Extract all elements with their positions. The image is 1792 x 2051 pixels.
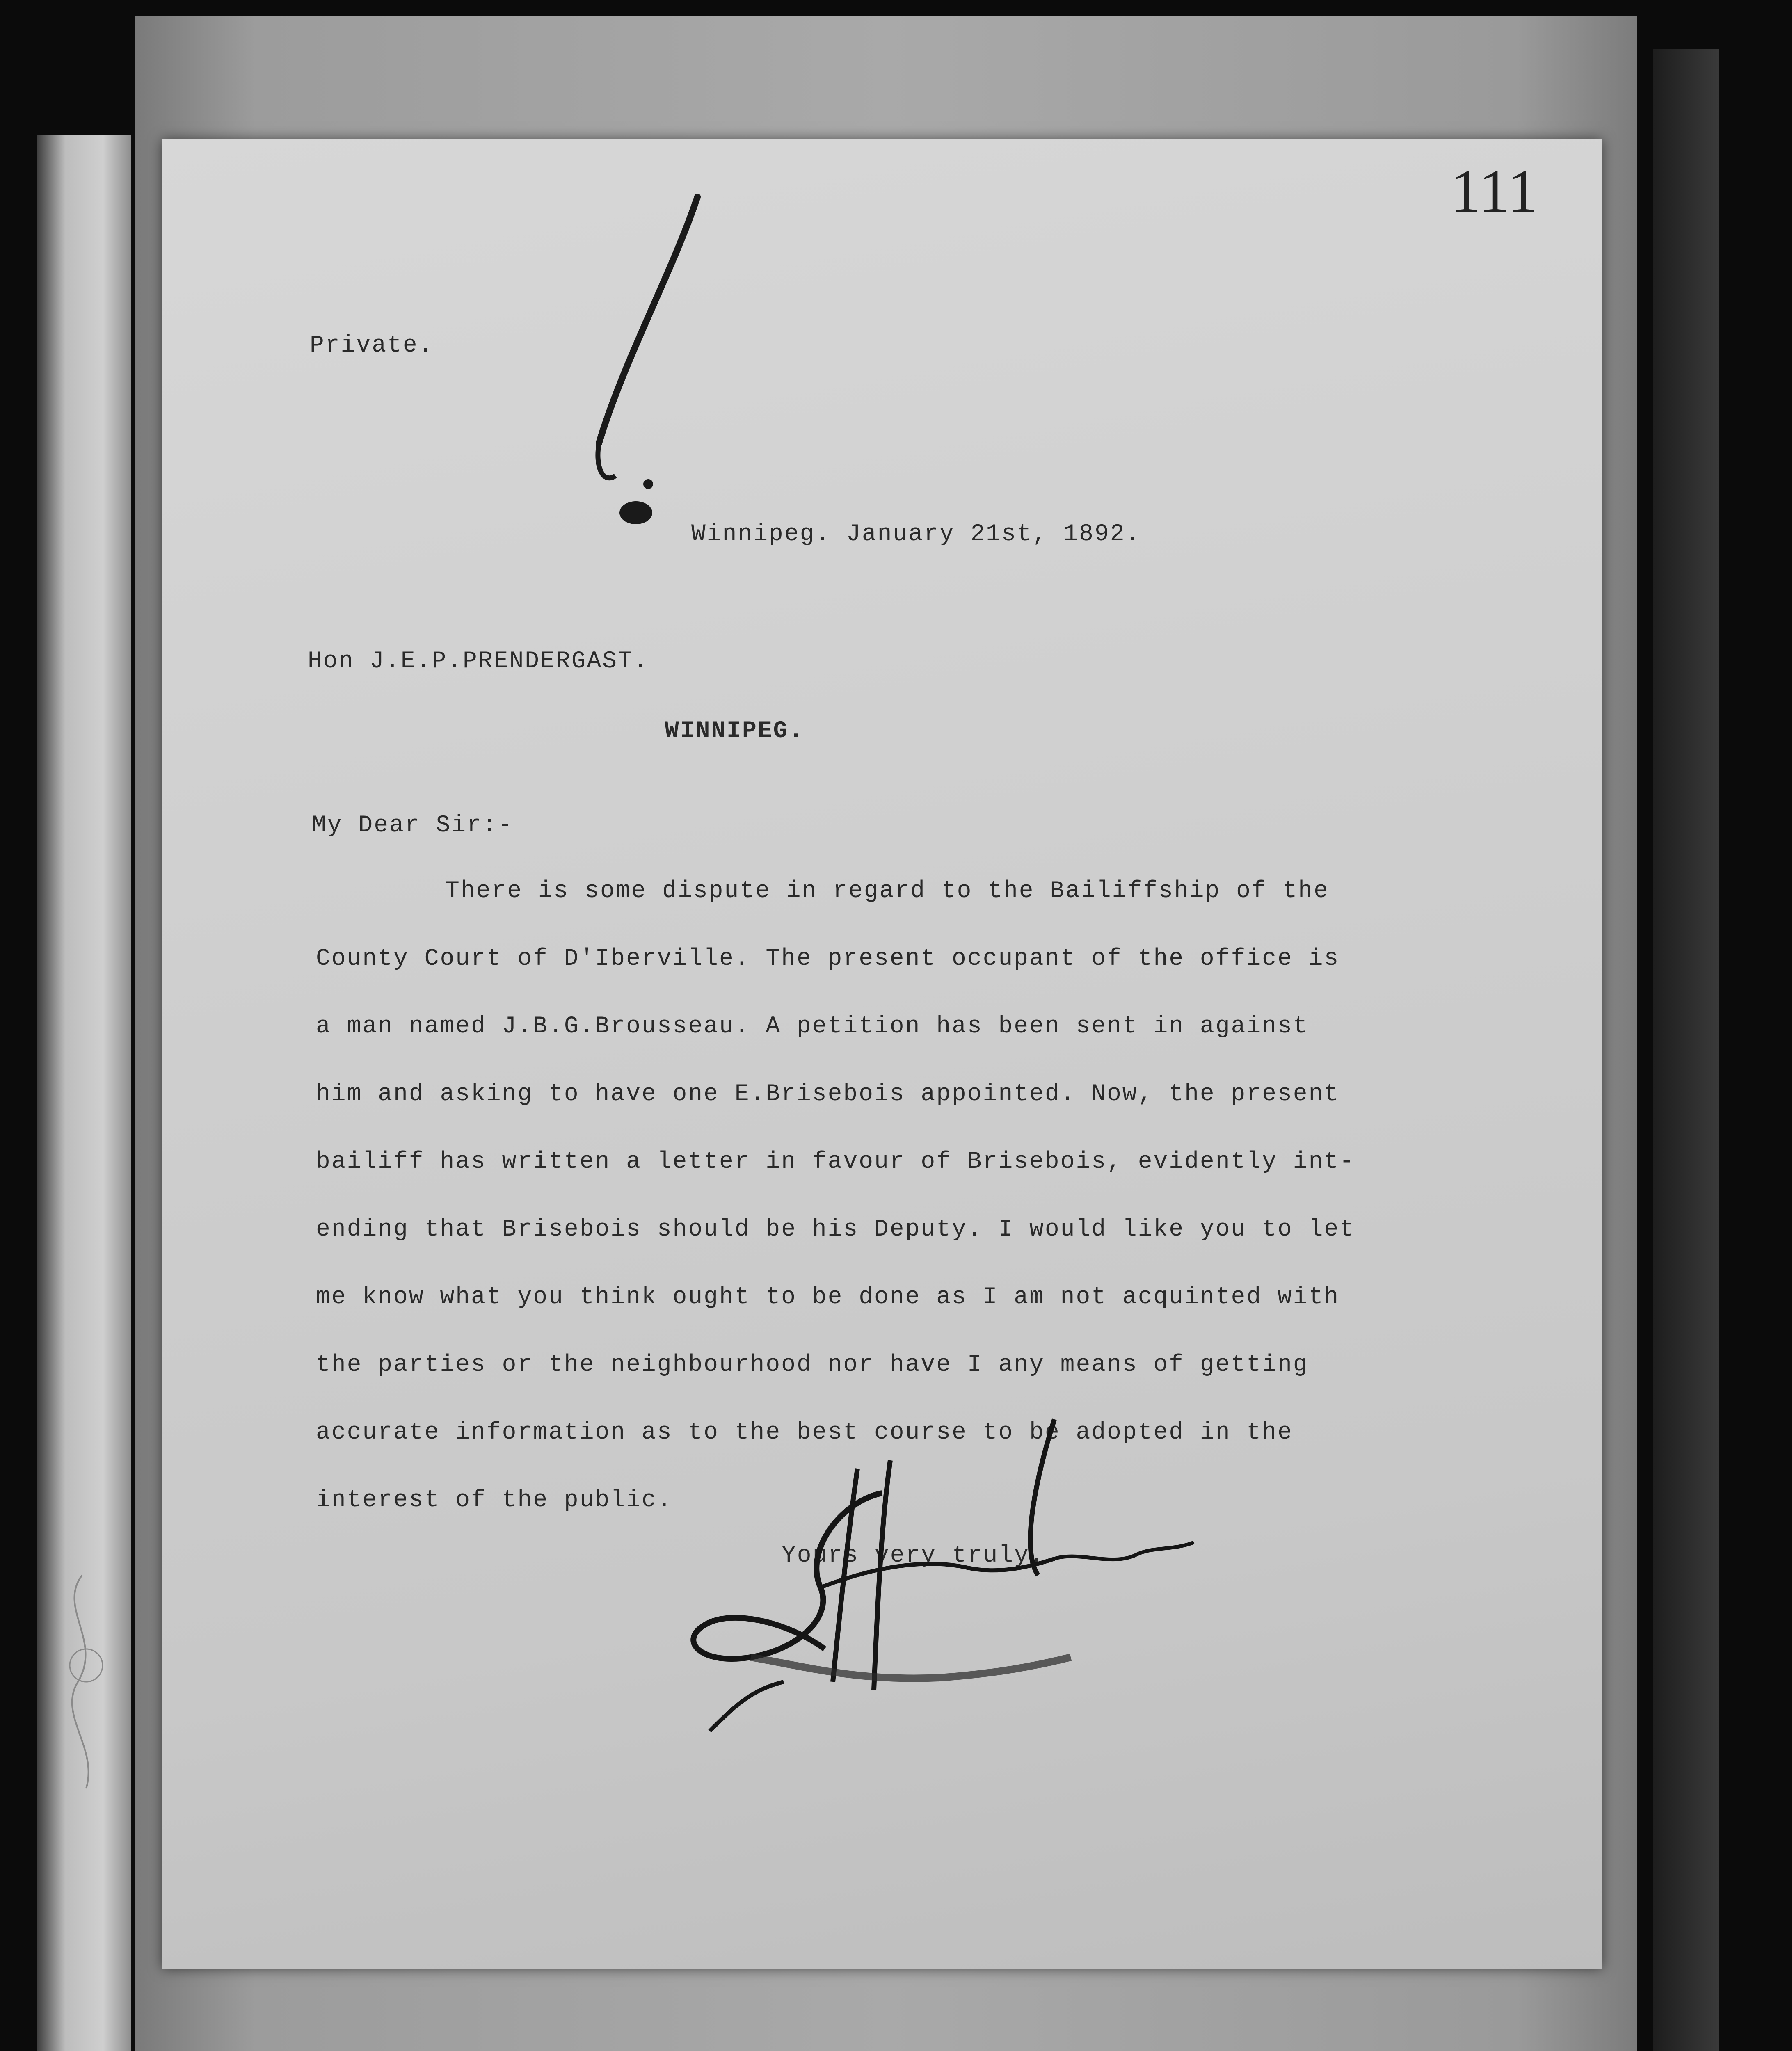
handwritten-signature: [628, 1395, 1227, 1747]
body-line: him and asking to have one E.Brisebois appointed. Now, the present: [316, 1081, 1340, 1108]
salutation: My Dear Sir:-: [312, 812, 514, 839]
body-line: me know what you think ought to be done as I am not acquinted with: [316, 1284, 1340, 1311]
closing: Yours very truly.: [782, 1542, 1045, 1569]
body-line: accurate information as to the best course to be adopted in the: [316, 1419, 1293, 1446]
addressee-city: WINNIPEG.: [665, 718, 805, 745]
addressee-name: Hon J.E.P.PRENDERGAST.: [308, 648, 649, 675]
pencil-sketch-mark: [33, 1559, 131, 1805]
pen-stroke-mark: [492, 189, 706, 525]
body-line: a man named J.B.G.Brousseau. A petition has been sent in against: [316, 1013, 1309, 1040]
body-line: bailiff has written a letter in favour of Brisebois, evidently int-: [316, 1149, 1355, 1175]
page-number: 111: [1450, 157, 1538, 225]
private-marking: Private.: [310, 332, 434, 359]
body-line: the parties or the neighbourhood nor have I any means of getting: [316, 1352, 1309, 1378]
body-line: interest of the public.: [316, 1487, 673, 1514]
body-line: There is some dispute in regard to the Bailiffship of the: [445, 878, 1329, 904]
body-line: County Court of D'Iberville. The present occupant of the office is: [316, 946, 1340, 972]
body-line: ending that Brisebois should be his Deputy. I would like you to let: [316, 1216, 1355, 1243]
frame-shadow: [1653, 49, 1719, 2051]
dateline: Winnipeg. January 21st, 1892.: [691, 521, 1141, 548]
